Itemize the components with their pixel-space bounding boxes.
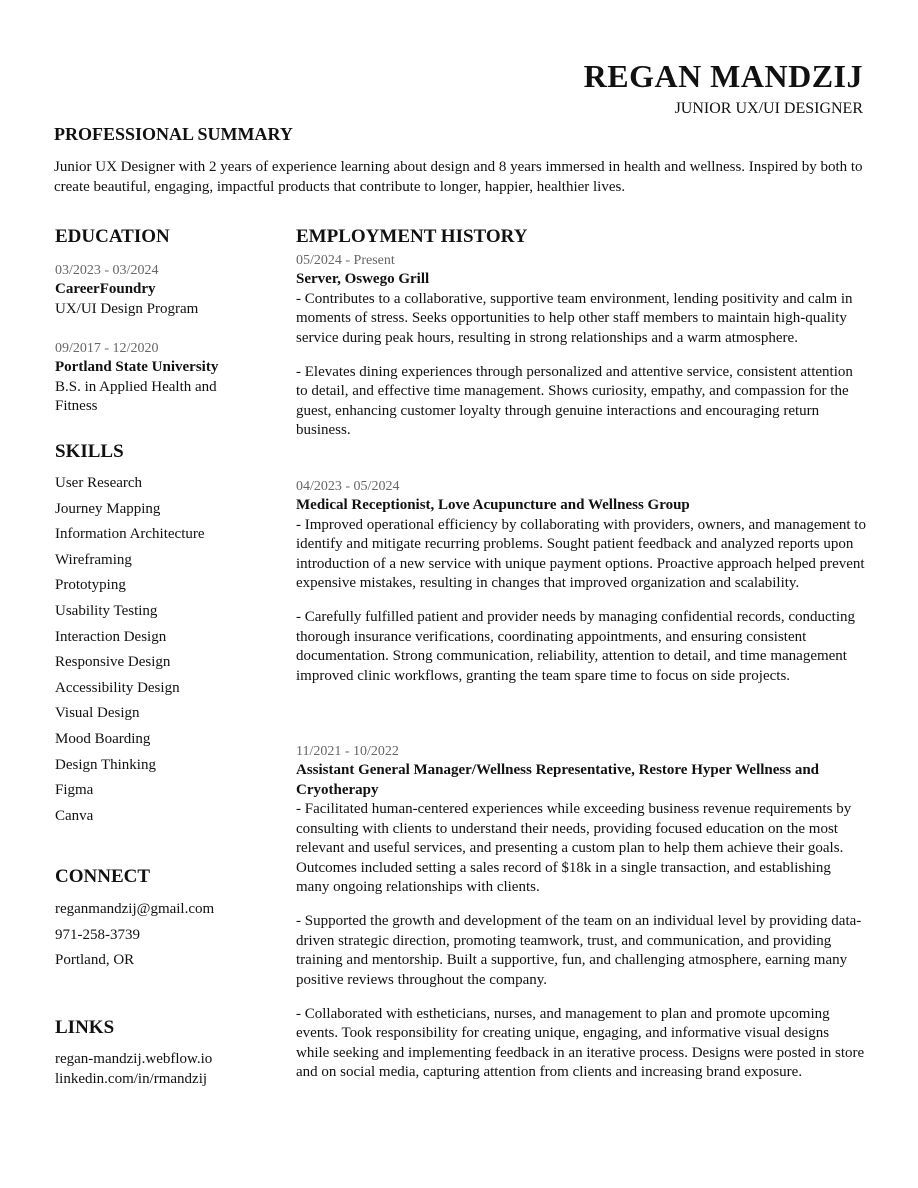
education-item xyxy=(55,339,270,417)
job-bullet: - Facilitated human-centered experiences while exceeding business revenue requirements by consulting with clients to understand their needs, providing focused education on the most relevant and useful services, and presenting a custom plan to help them achieve their goals. Outcomes included setting a sales record of $18k in a single transaction, and establishing many ongoing relationships with clients. xyxy=(296,801,852,895)
connect-list xyxy=(55,900,214,977)
education-dates: 09/2017 - 12/2020 xyxy=(55,341,159,356)
phone-number: 971-258-3739 xyxy=(55,926,140,943)
skill-item: Responsive Design xyxy=(55,654,171,671)
job-entry xyxy=(296,477,866,686)
job-dates: 11/2021 - 10/2022 xyxy=(296,744,399,759)
job-bullet: - Carefully fulfilled patient and provider needs by managing confidential records, conducting thorough insurance verifications, coordinating appointments, and ensuring consistent documentation. Strong communication, reliability, attention to detail, and time management improved clinic workflows, granting the team spare time to focus on side projects. xyxy=(296,609,855,684)
skill-item: Journey Mapping xyxy=(55,500,161,517)
skill-item: Interaction Design xyxy=(55,628,167,645)
skill-item: Canva xyxy=(55,807,94,824)
education-heading: EDUCATION xyxy=(55,226,170,247)
skills-list xyxy=(55,474,205,832)
education-dates: 03/2023 - 03/2024 xyxy=(55,263,159,278)
job-bullet: - Supported the growth and development of the team on an individual level by providing data-driven strategic direction, promoting teamwork, trust, and communication, and providing training and mentorship. Built a supportive, fun, and challenging atmosphere, earning many positive reviews throughout the company. xyxy=(296,913,862,988)
links-list xyxy=(55,1050,212,1090)
connect-heading: CONNECT xyxy=(55,866,151,887)
job-dates: 04/2023 - 05/2024 xyxy=(296,479,400,494)
job-dates: 05/2024 - Present xyxy=(296,253,395,268)
job-title: Server, Oswego Grill xyxy=(296,271,430,287)
website-link[interactable]: regan-mandzij.webflow.io xyxy=(55,1051,213,1067)
skill-item: Visual Design xyxy=(55,705,140,722)
skill-item: Mood Boarding xyxy=(55,730,151,747)
linkedin-link[interactable]: linkedin.com/in/rmandzij xyxy=(55,1071,208,1087)
skill-item: Information Architecture xyxy=(55,526,205,543)
job-entry xyxy=(296,251,866,441)
skills-heading: SKILLS xyxy=(55,441,124,462)
skill-item: Design Thinking xyxy=(55,756,156,773)
skill-item: Prototyping xyxy=(55,577,126,594)
links-heading: LINKS xyxy=(55,1017,115,1038)
skill-item: Wireframing xyxy=(55,551,132,568)
job-title: Assistant General Manager/Wellness Representative, Restore Hyper Wellness and Cryotherapy xyxy=(296,762,820,798)
job-bullet: - Elevates dining experiences through personalized and attentive service, consistent attention to detail, and effective time management. Shows curiosity, empathy, and compassion for the guest, enhancing customer loyalty through genuine interactions and encouraging return business. xyxy=(296,363,853,438)
skill-item: Usability Testing xyxy=(55,602,158,619)
employment-heading: EMPLOYMENT HISTORY xyxy=(296,226,528,247)
skill-item: Figma xyxy=(55,782,94,799)
skill-item: User Research xyxy=(55,475,143,491)
location: Portland, OR xyxy=(55,952,135,968)
skill-item: Accessibility Design xyxy=(55,679,180,696)
job-bullet: - Collaborated with estheticians, nurses, and management to plan and promote upcoming events. Took responsibility for creating unique, engaging, and informative visual designs while seeking and implementing feedback in an iterative process. Designs were posted in store and on social media, capturing attention from clients and increasing brand exposure. xyxy=(296,1005,865,1080)
job-title: Medical Receptionist, Love Acupuncture and Wellness Group xyxy=(296,497,690,513)
education-degree: UX/UI Design Program xyxy=(55,300,199,317)
email-link[interactable]: reganmandzij@gmail.com xyxy=(55,901,215,917)
resume-name: REGAN MANDZIJ xyxy=(583,58,863,94)
education-degree: B.S. in Applied Health and Fitness xyxy=(55,378,217,414)
education-school: CareerFoundry xyxy=(55,281,156,297)
job-bullet: - Contributes to a collaborative, supportive team environment, lending positivity and calm in moments of stress. Seeks opportunities to help other staff members to maintain high-quality service during peak hours, resulting in strong relationships and a warm atmosphere. xyxy=(296,290,853,346)
education-item xyxy=(55,261,270,319)
summary-heading: PROFESSIONAL SUMMARY xyxy=(54,124,293,144)
summary-text: Junior UX Designer with 2 years of experience learning about design and 8 years immersed in health and wellness. Inspired by both to create beautiful, engaging, impactful products that contribute to longer, happier, healthier lives. xyxy=(54,159,863,195)
job-bullet: - Improved operational efficiency by collaborating with providers, owners, and management to identify and mitigate recurring problems. Sought patient feedback and analyzed reports upon introduction of a new service with unique payment options. Proactive approach helped prevent expensive mistakes, resulting in changes that improved organization and scalability. xyxy=(296,516,866,591)
education-school: Portland State University xyxy=(55,359,219,375)
resume-title: JUNIOR UX/UI DESIGNER xyxy=(674,100,863,117)
job-entry xyxy=(296,742,866,1083)
